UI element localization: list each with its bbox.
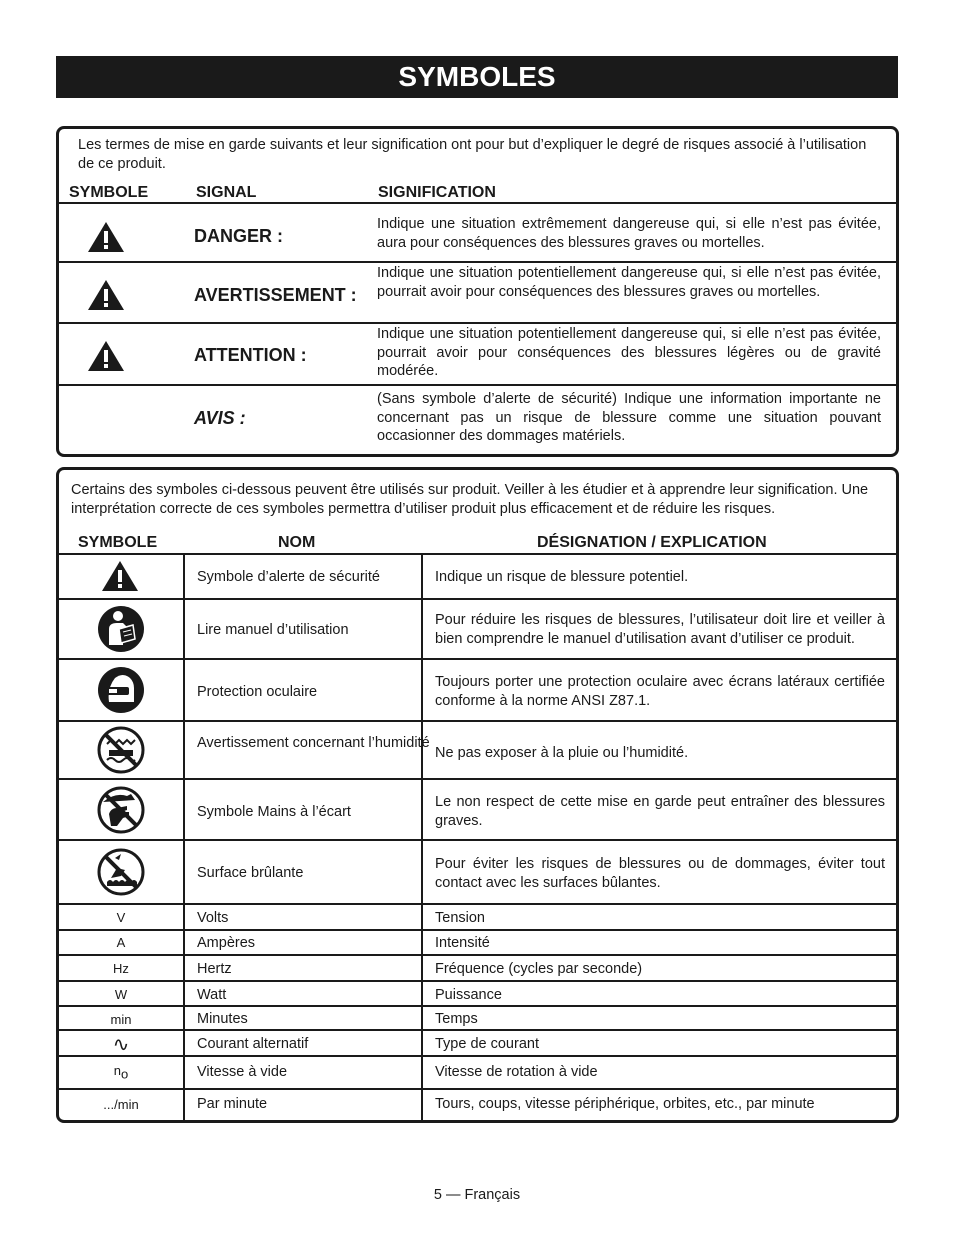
page-footer: 5 — Français [433, 1187, 521, 1203]
symbol-desc: Indique un risque de blessure potentiel. [435, 569, 689, 585]
header-symbol: SYMBOLE [69, 184, 149, 201]
signal-row-notice [59, 386, 896, 454]
warning-triangle-icon [100, 559, 140, 593]
no-rain-icon [97, 726, 145, 774]
signal-desc: Indique une situation potentiellement dangereuse qui, si elle n’est pas évitée, pourrait avoir pour conséquences des blessures légères ou de gravité modérée. [377, 326, 881, 379]
signal-desc: (Sans symbole d’alerte de sécurité) Indique une information importante ne concernant pas un risque de blessure comme une situation pouvant occasionner des dommages matériels. [377, 391, 881, 444]
unit-symbol: W [114, 987, 128, 1002]
no-load-speed-symbol [59, 1063, 183, 1082]
symbol-desc: Intensité [435, 935, 490, 951]
ac-current-icon: ∿ [112, 1034, 130, 1056]
symbol-name: Lire manuel d’utilisation [197, 622, 349, 638]
symbol-name: Watt [197, 987, 227, 1003]
signal-label: AVERTISSEMENT : [194, 285, 357, 305]
unit-symbol: min [110, 1012, 132, 1027]
signal-words-box [56, 126, 899, 457]
unit-symbol: A [116, 935, 126, 950]
warning-triangle-icon [86, 220, 126, 254]
symbol-desc: Temps [435, 1011, 478, 1027]
read-manual-icon [97, 605, 145, 653]
signal-row-warning [59, 263, 896, 321]
symbol-desc: Le non respect de cette mise en garde peut entraîner des blessures graves. [435, 794, 885, 829]
symbol-name: Symbole d’alerte de sécurité [197, 569, 380, 585]
symbol-name: Ampères [197, 935, 256, 951]
symbol-name: Avertissement concernant l’humidité [197, 735, 430, 751]
unit-symbol: V [116, 910, 126, 925]
header-signal: SIGNAL [196, 184, 257, 201]
hot-surface-icon [97, 848, 145, 896]
signal-row-caution [59, 324, 896, 383]
symbol-desc: Toujours porter une protection oculaire avec écrans latéraux certifiée conforme à la norme ANSI Z87.1. [435, 674, 885, 709]
symbol-name: Minutes [197, 1011, 248, 1027]
header-symbol: SYMBOLE [78, 534, 158, 551]
symbol-name: Hertz [197, 961, 232, 977]
symbol-desc: Tours, coups, vitesse périphérique, orbites, etc., par minute [435, 1096, 815, 1112]
header-name: NOM [278, 534, 316, 551]
page-title: SYMBOLES [56, 56, 898, 98]
symbol-desc: Vitesse de rotation à vide [435, 1064, 598, 1080]
signal-row-danger [59, 204, 896, 262]
symbol-desc: Pour éviter les risques de blessures ou de dommages, éviter tout contact avec les surfaces bûlantes. [435, 856, 885, 891]
symbols-intro: Certains des symboles ci-dessous peuvent être utilisés sur produit. Veiller à les étudier et à apprendre leur signification. Une interprétation correcte de ces symboles permettra d’utiliser produit plus efficacement et de réduire les risques. [71, 482, 869, 517]
unit-symbol: .../min [103, 1097, 139, 1112]
symbol-desc: Puissance [435, 987, 502, 1003]
symbol-name: Par minute [197, 1096, 268, 1112]
signal-label: DANGER : [194, 226, 283, 246]
symbol-desc: Type de courant [435, 1036, 539, 1052]
unit-symbol: n [113, 1063, 121, 1078]
header-explanation: DÉSIGNATION / EXPLICATION [537, 534, 767, 551]
signal-label: AVIS : [194, 408, 246, 428]
header-meaning: SIGNIFICATION [378, 184, 496, 201]
signal-desc: Indique une situation potentiellement dangereuse qui, si elle n’est pas évitée, pourrait avoir pour conséquences des blessures graves ou mortelles. [377, 265, 881, 300]
signal-intro: Les termes de mise en garde suivants et leur signification ont pour but d’expliquer le degré de risques associé à l’utilisation de ce produit. [78, 137, 867, 172]
symbol-desc: Pour réduire les risques de blessures, l’utilisateur doit lire et veiller à bien comprendre le manuel d’utilisation avant d’utiliser ce produit. [435, 612, 885, 647]
warning-triangle-icon [86, 278, 126, 312]
symbol-name: Surface brûlante [197, 865, 304, 881]
signal-desc: Indique une situation extrêmement dangereuse qui, si elle n’est pas évitée, aura pour conséquences des blessures graves ou mortelles. [377, 216, 881, 251]
symbols-box [56, 467, 899, 1123]
symbol-name: Courant alternatif [197, 1036, 309, 1052]
symbol-name: Volts [197, 910, 229, 926]
unit-symbol-sub: o [121, 1066, 129, 1082]
symbol-desc: Fréquence (cycles par seconde) [435, 961, 643, 977]
hands-clear-icon [97, 786, 145, 834]
symbol-name: Symbole Mains à l’écart [197, 804, 351, 820]
unit-symbol: Hz [113, 961, 129, 976]
symbol-name: Protection oculaire [197, 684, 318, 700]
symbol-desc: Ne pas exposer à la pluie ou l’humidité. [435, 745, 689, 761]
signal-label: ATTENTION : [194, 345, 307, 365]
eye-protection-icon [97, 666, 145, 714]
symbol-name: Vitesse à vide [197, 1064, 288, 1080]
symbol-desc: Tension [435, 910, 485, 926]
warning-triangle-icon [86, 339, 126, 373]
